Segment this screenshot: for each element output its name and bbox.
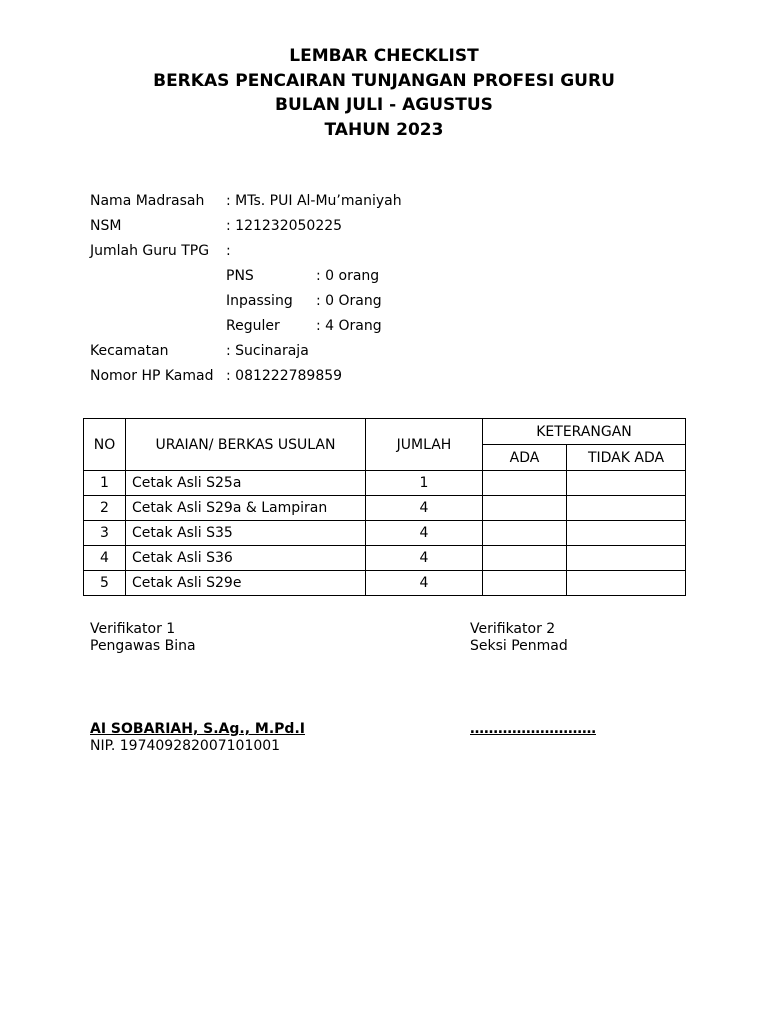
table-row <box>84 546 686 571</box>
row-jumlah: 1 <box>366 471 483 496</box>
verifikator-1-title: Verifikator 1 <box>90 621 176 637</box>
header-jumlah: JUMLAH <box>366 419 483 471</box>
nsm-value: : 121232050225 <box>226 218 343 234</box>
verifikator-2-name: ……………………… <box>470 721 596 737</box>
row-uraian: Cetak Asli S35 <box>126 521 366 546</box>
kecamatan-label: Kecamatan <box>90 343 169 359</box>
header-no: NO <box>84 419 126 471</box>
row-uraian: Cetak Asli S25a <box>126 471 366 496</box>
pns-value: : 0 orang <box>316 268 380 284</box>
verifikator-1-nip: NIP. 197409282007101001 <box>90 738 281 754</box>
checklist-table <box>83 418 686 596</box>
verifikator-2-block <box>470 621 568 655</box>
table-row <box>84 521 686 546</box>
row-ada-cell <box>483 496 567 521</box>
inpassing-label: Inpassing <box>226 293 293 309</box>
row-ada-cell <box>483 521 567 546</box>
row-jumlah: 4 <box>366 546 483 571</box>
verifikator-1-name: AI SOBARIAH, S.Ag., M.Pd.I <box>90 721 305 737</box>
nsm-label: NSM <box>90 218 122 234</box>
row-ada-cell <box>483 546 567 571</box>
verifikator-2-role: Seksi Penmad <box>470 638 568 654</box>
row-no: 3 <box>84 521 126 546</box>
title-line-3: BULAN JULI - AGUSTUS <box>275 95 493 115</box>
row-tidak-ada-cell <box>567 521 686 546</box>
row-ada-cell <box>483 571 567 596</box>
title-line-4: TAHUN 2023 <box>324 119 444 140</box>
row-uraian: Cetak Asli S36 <box>126 546 366 571</box>
row-no: 1 <box>84 471 126 496</box>
inpassing-value: : 0 Orang <box>316 293 382 309</box>
pns-label: PNS <box>226 268 254 284</box>
verifikator-1-block <box>90 621 196 655</box>
header-ada: ADA <box>483 445 567 471</box>
row-no: 5 <box>84 571 126 596</box>
title-line-1: LEMBAR CHECKLIST <box>289 46 479 66</box>
row-uraian: Cetak Asli S29a & Lampiran <box>126 496 366 521</box>
verifikator-2-title: Verifikator 2 <box>470 621 556 637</box>
hp-label: Nomor HP Kamad <box>90 368 214 384</box>
verifikator-1-signature <box>90 721 305 755</box>
header-keterangan: KETERANGAN <box>483 419 686 445</box>
header-uraian: URAIAN/ BERKAS USULAN <box>126 419 366 471</box>
row-no: 4 <box>84 546 126 571</box>
row-no: 2 <box>84 496 126 521</box>
madrasah-label: Nama Madrasah <box>90 193 205 209</box>
row-tidak-ada-cell <box>567 471 686 496</box>
row-tidak-ada-cell <box>567 496 686 521</box>
header-tidak-ada: TIDAK ADA <box>567 445 686 471</box>
row-tidak-ada-cell <box>567 546 686 571</box>
row-uraian: Cetak Asli S29e <box>126 571 366 596</box>
row-tidak-ada-cell <box>567 571 686 596</box>
reguler-value: : 4 Orang <box>316 318 382 334</box>
table-header-row <box>84 419 686 445</box>
kecamatan-value: : Sucinaraja <box>226 343 309 359</box>
verifikator-2-signature <box>470 721 596 738</box>
reguler-label: Reguler <box>226 318 280 334</box>
verifikator-1-role: Pengawas Bina <box>90 638 196 654</box>
row-ada-cell <box>483 471 567 496</box>
document-title <box>0 44 768 142</box>
table-row <box>84 496 686 521</box>
tpg-value: : <box>226 243 231 259</box>
row-jumlah: 4 <box>366 496 483 521</box>
table-row <box>84 471 686 496</box>
row-jumlah: 4 <box>366 521 483 546</box>
title-line-2: BERKAS PENCAIRAN TUNJANGAN PROFESI GURU <box>153 70 615 91</box>
madrasah-value: : MTs. PUI Al-Mu’maniyah <box>226 193 402 209</box>
hp-value: : 081222789859 <box>226 368 343 384</box>
table-row <box>84 571 686 596</box>
row-jumlah: 4 <box>366 571 483 596</box>
tpg-label: Jumlah Guru TPG <box>90 243 210 259</box>
